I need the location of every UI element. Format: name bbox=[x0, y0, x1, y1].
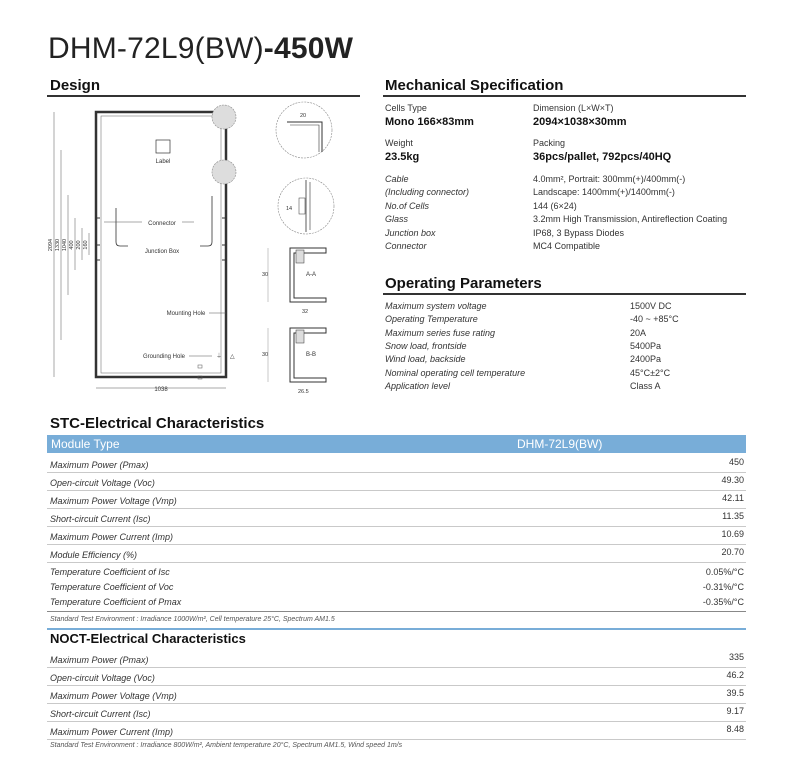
row-value: 39.5 bbox=[726, 688, 744, 698]
packing-value: 36pcs/pallet, 792pcs/40HQ bbox=[533, 151, 672, 163]
op-wind-label: Wind load, backside bbox=[385, 354, 466, 364]
row-label: Maximum Power (Pmax) bbox=[50, 655, 149, 665]
table-row bbox=[47, 668, 746, 686]
row-label: Temperature Coefficient of Voc bbox=[50, 582, 174, 592]
module-type-value: DHM-72L9(BW) bbox=[517, 437, 603, 451]
table-row bbox=[47, 722, 746, 740]
connector-spec-label: Connector bbox=[385, 241, 427, 251]
model-name: DHM-72L9(BW) bbox=[48, 32, 264, 65]
table-row bbox=[47, 455, 746, 473]
op-max-voltage-label: Maximum system voltage bbox=[385, 301, 487, 311]
row-label: Maximum Power Current (Imp) bbox=[50, 532, 174, 542]
table-row bbox=[47, 686, 746, 704]
op-snow-label: Snow load, frontside bbox=[385, 341, 467, 351]
row-value: 42.11 bbox=[722, 493, 744, 503]
panel-frame bbox=[96, 112, 226, 377]
row-label: Temperature Coefficient of Pmax bbox=[50, 597, 182, 607]
row-label: Maximum Power Current (Imp) bbox=[50, 727, 174, 737]
junction-box-label: Junction Box bbox=[144, 249, 180, 255]
glass-label: Glass bbox=[385, 214, 409, 224]
operating-heading: Operating Parameters bbox=[385, 275, 542, 292]
row-value: 11.35 bbox=[722, 511, 744, 521]
design-rule bbox=[47, 95, 360, 97]
table-row bbox=[47, 491, 746, 509]
packing-label: Packing bbox=[533, 138, 566, 148]
row-label: Maximum Power (Pmax) bbox=[50, 460, 149, 470]
op-snow-value: 5400Pa bbox=[630, 341, 662, 351]
detail-265: 26.5 bbox=[298, 389, 309, 395]
mechanical-heading: Mechanical Specification bbox=[385, 77, 564, 94]
row-label: Module Efficiency (%) bbox=[50, 550, 138, 560]
dimension-label: Dimension (L×W×T) bbox=[533, 103, 614, 113]
dim-160: 160 bbox=[83, 240, 89, 250]
op-app-level-label: Application level bbox=[385, 381, 451, 391]
glass-value: 3.2mm High Transmission, Antireflection Coating bbox=[533, 214, 728, 224]
op-fuse-value: 20A bbox=[630, 328, 647, 338]
including-connector-value: Landscape: 1400mm(+)/1400mm(-) bbox=[533, 187, 675, 197]
row-value: 10.69 bbox=[721, 529, 744, 539]
dim-200: 200 bbox=[76, 240, 82, 250]
detail-32: 32 bbox=[302, 309, 309, 315]
row-value: 0.05%/°C bbox=[705, 567, 744, 577]
divider bbox=[47, 611, 746, 612]
cable-value: 4.0mm², Portrait: 300mm(+)/400mm(-) bbox=[533, 174, 686, 184]
row-value: 8.48 bbox=[726, 724, 744, 734]
table-row bbox=[47, 527, 746, 545]
row-label: Maximum Power Voltage (Vmp) bbox=[50, 691, 177, 701]
row-value: 450 bbox=[728, 457, 744, 467]
table-row bbox=[47, 565, 746, 580]
op-noct-label: Nominal operating cell temperature bbox=[385, 368, 526, 378]
row-label: Short-circuit Current (Isc) bbox=[50, 514, 151, 524]
row-label: Short-circuit Current (Isc) bbox=[50, 709, 151, 719]
operating-rule bbox=[383, 293, 746, 295]
mechanical-rule bbox=[383, 95, 746, 97]
table-row bbox=[47, 704, 746, 722]
label-text: Label bbox=[155, 159, 171, 165]
row-value: 9.17 bbox=[726, 706, 744, 716]
module-type-label: Module Type bbox=[51, 437, 120, 451]
table-row bbox=[47, 595, 746, 610]
row-value: 20.70 bbox=[721, 547, 744, 557]
title-dash: - bbox=[263, 32, 274, 65]
detail-30b: 30 bbox=[262, 352, 269, 358]
dim-2094: 2094 bbox=[48, 238, 54, 252]
table-row bbox=[47, 650, 746, 668]
module-drawing bbox=[44, 100, 364, 405]
weight-label: Weight bbox=[385, 138, 413, 148]
dim-width: 1038 bbox=[154, 387, 168, 393]
dim-1330: 1330 bbox=[55, 238, 61, 252]
page-title bbox=[48, 32, 353, 66]
divider bbox=[47, 628, 746, 630]
label-box bbox=[156, 140, 170, 153]
junction-box-spec-label: Junction box bbox=[385, 228, 436, 238]
op-noct-value: 45°C±2°C bbox=[630, 368, 671, 378]
row-label: Maximum Power Voltage (Vmp) bbox=[50, 496, 177, 506]
noct-heading: NOCT-Electrical Characteristics bbox=[50, 631, 246, 646]
cells-count-value: 144 (6×24) bbox=[533, 201, 577, 211]
cable-label: Cable bbox=[385, 174, 409, 184]
junction-box-spec-value: IP68, 3 Bypass Diodes bbox=[533, 228, 625, 238]
dim-1040: 1040 bbox=[62, 238, 68, 252]
stc-module-type-bar bbox=[47, 435, 746, 453]
detail-30a: 30 bbox=[262, 272, 269, 278]
detail-14: 14 bbox=[286, 206, 293, 212]
connector-spec-value: MC4 Compatible bbox=[533, 241, 601, 251]
detail-aa: A-A bbox=[306, 272, 317, 278]
cells-type-value: Mono 166×83mm bbox=[385, 116, 474, 128]
table-row bbox=[47, 473, 746, 491]
dim-400: 400 bbox=[69, 240, 75, 250]
op-temp-value: -40 ~ +85°C bbox=[630, 314, 679, 324]
row-label: Open-circuit Voltage (Voc) bbox=[50, 478, 155, 488]
grounding-hole-label: Grounding Hole bbox=[142, 354, 186, 360]
noct-note: Standard Test Environment : Irradiance 800W/m², Ambient temperature 20°C, Spectrum AM1.5, Wind speed 1m/s bbox=[50, 742, 403, 749]
connector-label: Connector bbox=[148, 221, 176, 227]
row-value: -0.35%/°C bbox=[702, 597, 744, 607]
row-label: Temperature Coefficient of Isc bbox=[50, 567, 170, 577]
op-temp-label: Operating Temperature bbox=[385, 314, 478, 324]
op-fuse-label: Maximum series fuse rating bbox=[385, 328, 496, 338]
design-heading: Design bbox=[50, 77, 101, 94]
cells-type-label: Cells Type bbox=[385, 103, 427, 113]
row-label: Open-circuit Voltage (Voc) bbox=[50, 673, 155, 683]
dimension-value: 2094×1038×30mm bbox=[533, 116, 627, 128]
table-row bbox=[47, 509, 746, 527]
row-value: 335 bbox=[728, 652, 744, 662]
mounting-hole-label: Mounting Hole bbox=[166, 311, 206, 317]
stc-note: Standard Test Environment : Irradiance 1000W/m², Cell temperature 25°C, Spectrum AM1.5 bbox=[50, 616, 335, 623]
including-connector-label: (Including connector) bbox=[385, 187, 470, 197]
op-app-level-value: Class A bbox=[630, 381, 661, 391]
op-max-voltage-value: 1500V DC bbox=[630, 301, 672, 311]
table-row bbox=[47, 545, 746, 563]
row-value: 46.2 bbox=[726, 670, 744, 680]
op-wind-value: 2400Pa bbox=[630, 354, 662, 364]
svg-text:△: △ bbox=[230, 354, 235, 360]
cells-count-label: No.of Cells bbox=[385, 201, 430, 211]
stc-heading: STC-Electrical Characteristics bbox=[50, 415, 265, 432]
detail-20: 20 bbox=[300, 113, 307, 119]
row-value: -0.31%/°C bbox=[702, 582, 744, 592]
detail-bb: B-B bbox=[306, 352, 317, 358]
table-row bbox=[47, 580, 746, 595]
model-power: 450W bbox=[273, 32, 354, 65]
row-value: 49.30 bbox=[721, 475, 744, 485]
weight-value: 23.5kg bbox=[385, 151, 420, 163]
svg-text:⏚: ⏚ bbox=[216, 354, 223, 360]
